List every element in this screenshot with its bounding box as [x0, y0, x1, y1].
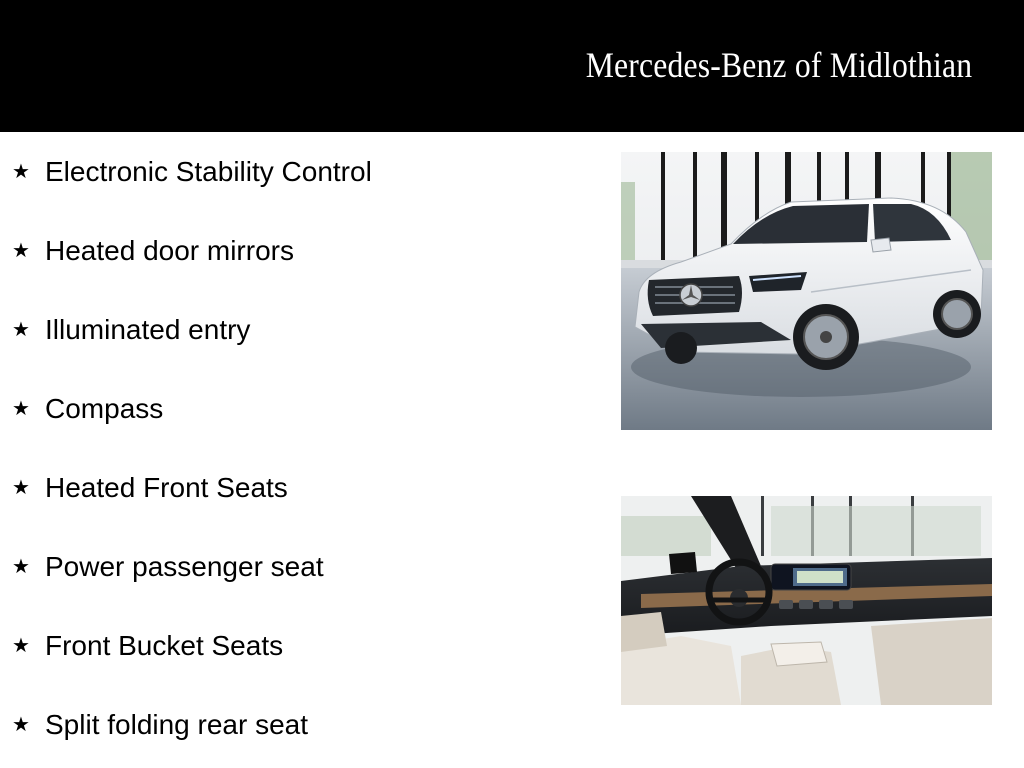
feature-item	[12, 310, 592, 389]
feature-item	[12, 705, 592, 768]
dealer-title: Mercedes-Benz of Midlothian	[585, 45, 972, 85]
feature-list	[12, 152, 592, 768]
suv-interior-illustration	[621, 496, 992, 705]
feature-text: Heated Front Seats	[45, 472, 288, 503]
star-icon: ★	[12, 714, 30, 736]
star-icon: ★	[12, 477, 30, 499]
feature-text: Compass	[45, 393, 164, 424]
vehicle-interior-photo	[621, 496, 992, 705]
feature-text: Illuminated entry	[45, 314, 251, 345]
star-icon: ★	[12, 556, 30, 578]
feature-item	[12, 626, 592, 705]
feature-text: Electronic Stability Control	[45, 156, 372, 187]
star-icon: ★	[12, 635, 30, 657]
vehicle-exterior-photo	[621, 152, 992, 430]
feature-text: Front Bucket Seats	[45, 630, 284, 661]
feature-text: Heated door mirrors	[45, 235, 294, 266]
suv-exterior-illustration	[621, 152, 992, 430]
feature-text: Split folding rear seat	[45, 709, 309, 740]
feature-item	[12, 152, 592, 231]
star-icon: ★	[12, 161, 30, 183]
star-icon: ★	[12, 319, 30, 341]
feature-text: Power passenger seat	[45, 551, 324, 582]
feature-item	[12, 468, 592, 547]
star-icon: ★	[12, 240, 30, 262]
feature-item	[12, 389, 592, 468]
star-icon: ★	[12, 398, 30, 420]
feature-item	[12, 231, 592, 310]
header-banner	[0, 0, 1024, 132]
feature-item	[12, 547, 592, 626]
